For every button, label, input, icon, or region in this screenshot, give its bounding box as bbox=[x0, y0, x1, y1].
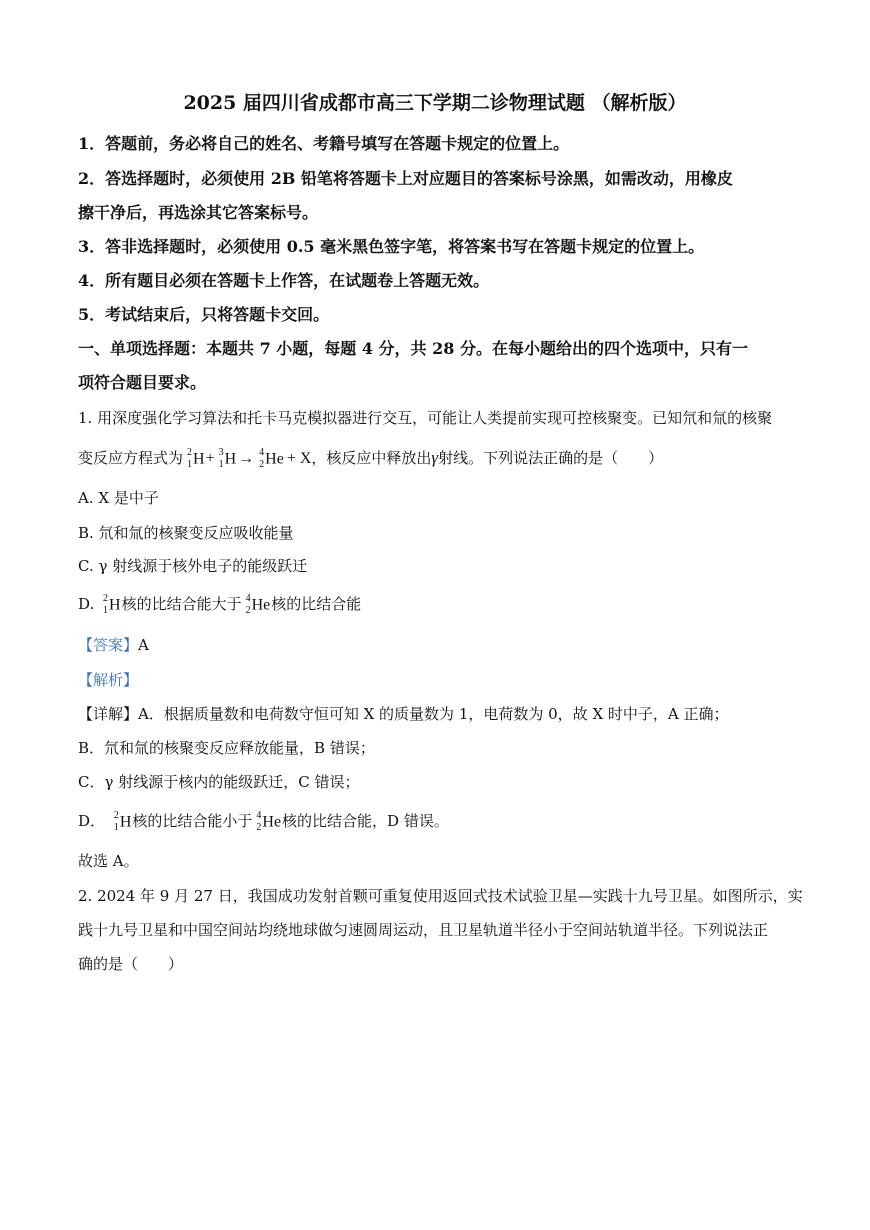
instruction-1: 1．答题前，务必将自己的姓名、考籍号填写在答题卡规定的位置上。 bbox=[78, 134, 570, 153]
q2-stem-line2: 践十九号卫星和中国空间站均绕地球做匀速圆周运动，且卫星轨道半径小于空间站轨道半径。下列说法正 bbox=[78, 921, 769, 939]
fusion-equation: 2 1 H+ 3 1 H → 4 2 He + X bbox=[187, 447, 312, 471]
q1-detail-a: 【详解】A．根据质量数和电荷数守恒可知 X 的质量数为 1，电荷数为 0，故 X 时中子，A 正确； bbox=[78, 705, 729, 723]
q1-answer bbox=[78, 635, 149, 655]
deuterium-nuclide: 2 1 H bbox=[113, 810, 132, 834]
section-heading: 一、单项选择题：本题共 7 小题，每题 4 分，共 28 分。在每小题给出的四个选项中，只有一 bbox=[78, 339, 748, 358]
q1-stem-text: 变反应方程式为 bbox=[78, 449, 184, 467]
q2-stem-line3: 确的是（ ） bbox=[78, 955, 184, 973]
gamma-symbol: γ bbox=[431, 448, 439, 467]
answer-tag: 【答案】 bbox=[78, 636, 139, 654]
answer-value: A bbox=[138, 636, 149, 654]
q1-stem-line1: 1. 用深度强化学习算法和托卡马克模拟器进行交互，可能让人类提前实现可控核聚变。已知氘和氚的核聚 bbox=[78, 409, 773, 427]
instruction-2: 2．答选择题时，必须使用 2B 铅笔将答题卡上对应题目的答案标号涂黑，如需改动，用橡皮 bbox=[78, 169, 733, 188]
q2-stem-line1: 2. 2024 年 9 月 27 日，我国成功发射首颗可重复使用返回式技术试验卫星—实践十九号卫星。如图所示，实 bbox=[78, 887, 803, 905]
helium-nuclide: 4 2 He bbox=[245, 593, 271, 617]
helium-nuclide: 4 2 He bbox=[256, 810, 282, 834]
q1-conclusion: 故选 A。 bbox=[78, 852, 139, 870]
q1-stem-line2: 变反应方程式为 2 1 H+ 3 1 H → 4 2 He + X，核反应中释放出γ射线。下列说法正确的是（ ） bbox=[78, 447, 664, 471]
page-title: 2025 届四川省成都市高三下学期二诊物理试题 （解析版） bbox=[183, 92, 687, 114]
q1-detail-b: B．氘和氚的核聚变反应释放能量，B 错误； bbox=[78, 739, 375, 757]
q1-option-c: C. γ 射线源于核外电子的能级跃迁 bbox=[78, 557, 308, 575]
instruction-2-cont: 擦干净后，再选涂其它答案标号。 bbox=[78, 203, 319, 222]
instruction-3: 3．答非选择题时，必须使用 0.5 毫米黑色签字笔，将答案书写在答题卡规定的位置上。 bbox=[78, 237, 705, 256]
instruction-4: 4．所有题目必须在答题卡上作答，在试题卷上答题无效。 bbox=[78, 271, 490, 290]
q1-option-b: B. 氘和氚的核聚变反应吸收能量 bbox=[78, 524, 294, 542]
analysis-tag: 【解析】 bbox=[78, 671, 139, 689]
q1-option-a: A. X 是中子 bbox=[78, 489, 159, 507]
deuterium-nuclide: 2 1 H bbox=[103, 593, 121, 617]
q1-option-d: D. 2 1 H核的比结合能大于 4 2 He核的比结合能 bbox=[78, 593, 362, 617]
instruction-5: 5．考试结束后，只将答题卡交回。 bbox=[78, 305, 330, 324]
q1-detail-d: D． 2 1 H核的比结合能小于 4 2 He核的比结合能，D 错误。 bbox=[78, 810, 449, 834]
section-heading-cont: 项符合题目要求。 bbox=[78, 373, 207, 392]
q1-detail-c: C．γ 射线源于核内的能级跃迁，C 错误； bbox=[78, 773, 360, 791]
